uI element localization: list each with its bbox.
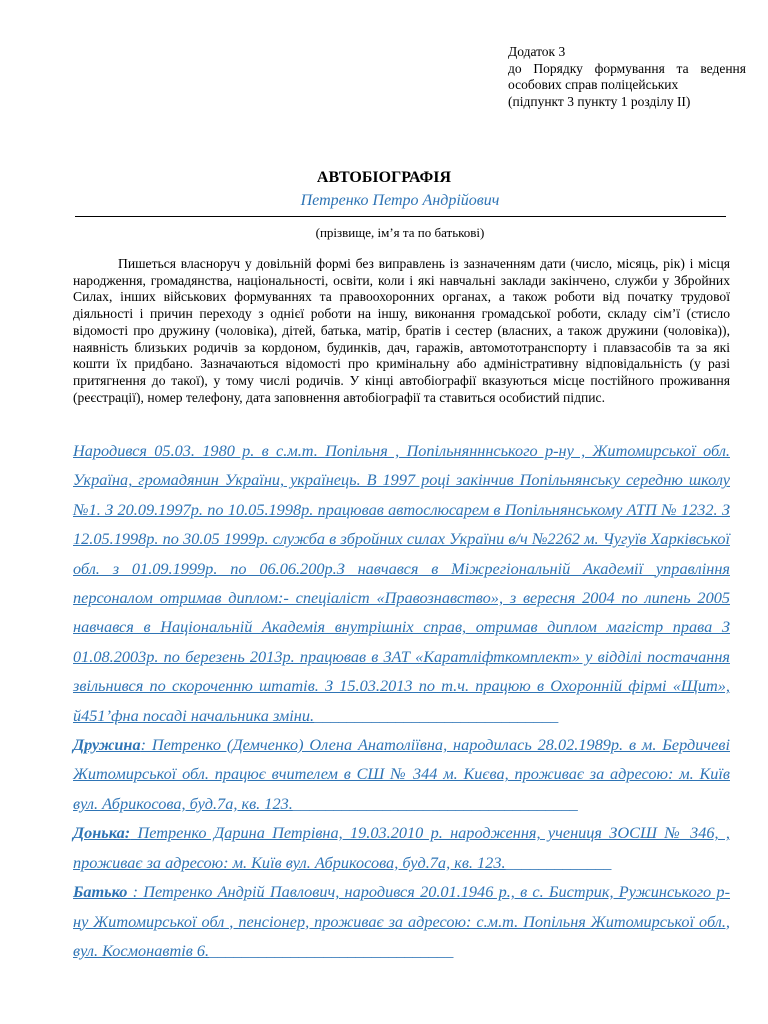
annex-line-4: (підпункт 3 пункту 1 розділу ІІ) <box>508 93 691 109</box>
instructions-paragraph: Пишеться власноруч у довільній формі без виправлень із зазначенням дати (число, місяць, рік) і місця народження, громадянства, національності, освіти, коли і які навчальні заклади закінчено, служби у Збройних Силах, інших військових формуваннях та правоохоронних органах, а також роботи від початку трудової діяльності і причин переходу з однієї роботи на іншу, виконання громадської роботи, складу сім’ї (стисло відомості про дружину (чоловіка), дітей, батька, матір, братів і сестер (власних, а також дружини (чоловіка)), наявність близьких родичів за кордоном, будинків, дач, гаражів, автомототранспорту і плавзасобів та за які кошти їх придбано. Зазначаються відомості про кримінальну або адміністративну відповідальність (у разі притягнення до такої), у тому числі родичів. У кінці автобіографії вказуються місце постійного проживання (реєстрації), номер телефону, дата заповнення автобіографії та ставиться особистий підпис. <box>73 256 730 405</box>
father-label: Батько <box>73 882 128 902</box>
biography-text: Народився 05.03. 1980 р. в с.м.т. Попільня , Попільнянннського р-ну , Житомирської обл. Україна, громадянин України, українець. В 1997 році закінчив Попільнянську середню школу №1. З 20.09.1997р. по 10.05.1998р. працював автослюсарем в Попільнянському АТП № 1232. З 12.05.1998р. по 30.05 1999р. служба в збройних силах України в/ч №2262 м. Чугуїв Харківської обл. з 01.09.1999р. по 06.06.200р.З навчався в Міжрегіональній Академії управління персоналом отримав диплом:- спеціаліст «Правознавство», з вересня 2004 по липень 2005 навчався в Національній Академія внутрішніх справ, отримав диплом магістр права З 01.08.2003р. по березень 2013р. працював в ЗАТ «Каратліфткомплект» у відділі постачання звільнився по скороченню штатів. З 15.03.2013 по т.ч. працюю в Охоронній фірмі «Щит», й451’фна посаді начальника зміни. <box>73 441 730 725</box>
wife-label: Дружина <box>73 735 141 755</box>
wife-paragraph <box>73 730 730 818</box>
father-fill-line: ______________________________ <box>209 940 454 960</box>
daughter-text: Петренко Дарина Петрівна, 19.03.2010 р. народження, учениця ЗОСШ № 346, , проживає за адресою: м. Київ вул. Абрикосова, буд.7а, кв. 123. <box>73 823 730 872</box>
father-text: : Петренко Андрій Павлович, народився 20.01.1946 р., в с. Бистрик, Ружинського р-ну Житомирської обл , пенсіонер, проживає за адресою: с.м.т. Попільня Житомирської обл., вул. Космонавтів 6. <box>73 882 730 960</box>
wife-text: : Петренко (Демченко) Олена Анатоліївна, народилась 28.02.1989р. в м. Бердичеві Житомирської обл. працює вчителем в СШ № 344 м. Києва, проживає за адресою: м. Київ вул. Абрикосова, буд.7а, кв. 123. <box>73 735 730 813</box>
daughter-fill-line: _____________ <box>505 852 612 872</box>
full-name: Петренко Петро Андрійович <box>300 192 500 209</box>
name-underline <box>75 216 726 217</box>
annex-line-1: Додаток 3 <box>508 44 566 59</box>
annex-line-3: особових справ поліцейських <box>508 77 679 92</box>
daughter-paragraph <box>73 818 730 877</box>
father-paragraph <box>73 877 730 965</box>
wife-fill-line: ___________________________________ <box>292 793 578 813</box>
biography-section <box>73 436 730 965</box>
name-caption: (прізвище, ім’я та по батькові) <box>315 225 485 240</box>
biography-paragraph <box>73 436 730 730</box>
biography-fill-line: ______________________________ <box>314 705 559 725</box>
daughter-label: Донька: <box>73 823 131 843</box>
document-title: АВТОБІОГРАФІЯ <box>316 169 452 186</box>
annex-line-2: до Порядку формування та ведення <box>508 60 746 76</box>
annex-block <box>508 44 746 110</box>
